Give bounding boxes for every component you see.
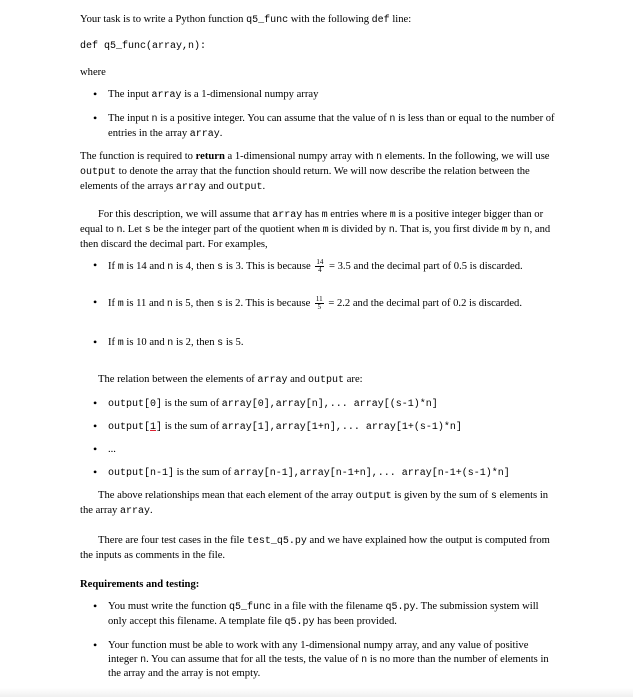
requirement-item: • Your function must be able to work with any 1-dimensional numpy array, and any value of positive integer n. You can assume that for all the tests, the value of n is no more than the number of elements in the array and the array is not empty. <box>93 639 558 681</box>
relation-item: • output[0] is the sum of array[0],array[n],... array[(s-1)*n] <box>93 397 558 412</box>
page-bottom-shade <box>0 688 633 697</box>
def-line: def q5_func(array,n): <box>80 41 207 52</box>
requirements-heading: Requirements and testing: <box>80 579 200 590</box>
example-item: • If m is 14 and n is 4, then s is 3. This is because $\frac{14}{4}$ = 3.5 and the decimal part of 0.5 is discarded. <box>93 259 558 275</box>
fraction: $\frac{11}{5}$ <box>315 295 323 311</box>
relation-item: • output[n-1] is the sum of array[n-1],array[n-1+n],... array[n-1+(s-1)*n] <box>93 466 558 481</box>
fraction: $\frac{14}{4}$ <box>316 258 324 274</box>
example-item: • If m is 10 and n is 2, then s is 5. <box>93 336 558 351</box>
requirement-paragraph: The function is required to return a 1-dimensional numpy array with n elements. In the following, we will use output to denote the array that the function should return. We will now describe the relation between the elements of the arrays array and output. <box>80 151 550 193</box>
description-paragraph: For this description, we will assume that array has m entries where m is a positive integer bigger than or equal to n. Let s be the integer part of the quotient when m is divided by n. That is, you first divide m by n, and then discard the decimal part. For examples, <box>80 209 551 250</box>
intro-line: Your task is to write a Python function q5_func with the following def line: <box>80 14 412 26</box>
bullet-input-n: • The input n is a positive integer. You can assume that the value of n is less than or equal to the number of entries in the array array. <box>93 112 558 142</box>
example-item: • If m is 11 and n is 5, then s is 2. This is because $\frac{11}{5}$ = 2.2 and the decimal part of 0.2 is discarded. <box>93 296 558 312</box>
relation-item: • output[1] is the sum of array[1],array[1+n],... array[1+(s-1)*n] <box>93 420 558 435</box>
requirement-item: • You must write the function q5_func in a file with the filename q5.py. The submission system will only accept this filename. A template file q5.py has been provided. <box>93 600 558 630</box>
bullet-input-array: • The input array is a 1-dimensional numpy array <box>93 88 558 103</box>
relation-heading: The relation between the elements of array and output are: <box>98 374 363 386</box>
tests-paragraph: There are four test cases in the file test_q5.py and we have explained how the output is computed from the inputs as comments in the file. <box>80 535 550 561</box>
relation-ellipsis: • ... <box>93 443 558 457</box>
above-paragraph: The above relationships mean that each element of the array output is given by the sum of s elements in the array array. <box>80 490 549 517</box>
where-label: where <box>80 67 106 78</box>
